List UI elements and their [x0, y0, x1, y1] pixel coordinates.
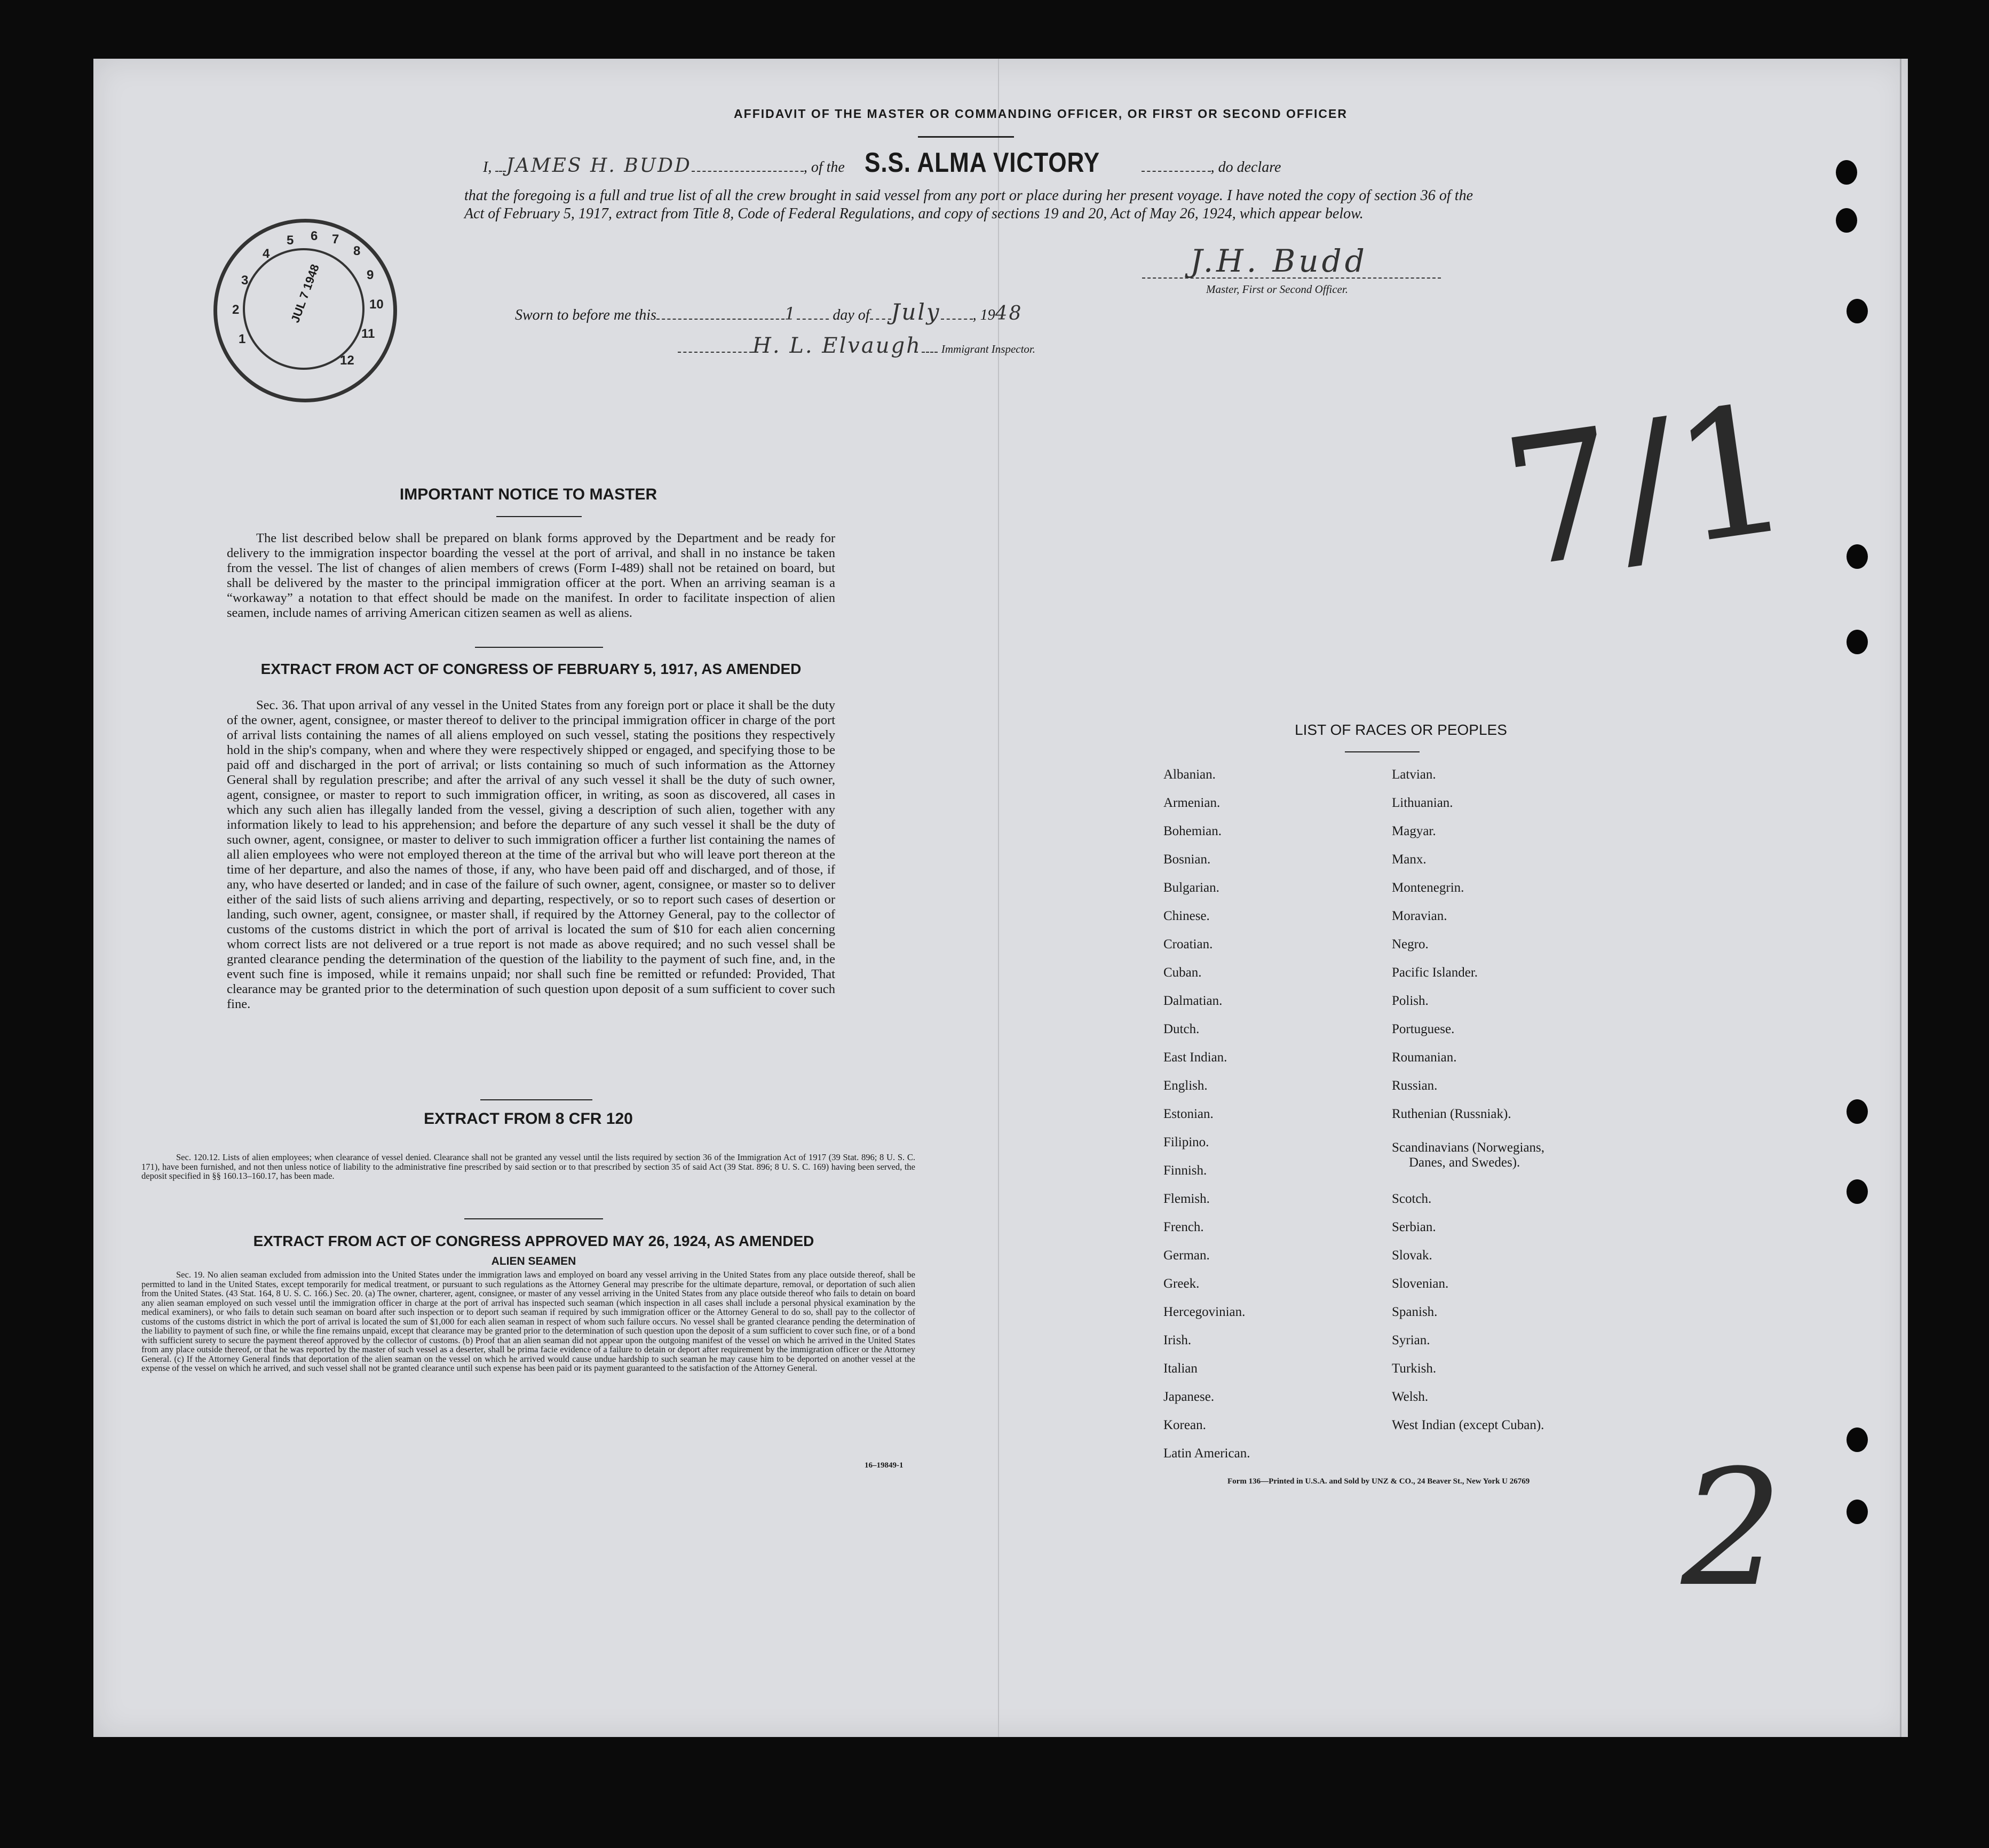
handwritten-date-note: 7/1 [1492, 365, 1802, 608]
sworn-day: 1 [784, 304, 797, 324]
race-item: Greek. [1163, 1276, 1200, 1291]
race-item: Serbian. [1392, 1220, 1436, 1234]
race-item: Lithuanian. [1392, 796, 1453, 810]
punch-hole [1847, 544, 1868, 569]
race-item: Russian. [1392, 1078, 1438, 1093]
race-item: Latin American. [1163, 1446, 1250, 1461]
sworn-month: July [891, 299, 941, 325]
form-code: 16–19849-1 [865, 1461, 904, 1470]
title-rule [918, 136, 1014, 138]
race-item: West Indian (except Cuban). [1392, 1418, 1544, 1432]
race-item: Spanish. [1392, 1305, 1438, 1319]
inspector-line [678, 334, 1035, 358]
punch-hole [1847, 1500, 1868, 1524]
master-name: JAMES H. BUDD [506, 155, 692, 177]
extract-1924-title: EXTRACT FROM ACT OF CONGRESS APPROVED MAY 26, 1924, AS AMENDED [253, 1233, 814, 1249]
extract-1924-subtitle: ALIEN SEAMEN [491, 1255, 576, 1267]
race-item: Bohemian. [1163, 824, 1222, 838]
punch-hole [1836, 160, 1857, 185]
inspector-caption: Immigrant Inspector. [941, 343, 1036, 355]
race-item: Italian [1163, 1361, 1198, 1376]
vessel-name: S.S. ALMA VICTORY [864, 147, 1100, 178]
race-item: Japanese. [1163, 1390, 1215, 1404]
affidavit-title: AFFIDAVIT OF THE MASTER OR COMMANDING OFFICER, OR FIRST OR SECOND OFFICER [734, 107, 1348, 121]
extract-1917-title: EXTRACT FROM ACT OF CONGRESS OF FEBRUARY 5, 1917, AS AMENDED [260, 661, 802, 677]
declarant-line [483, 147, 1281, 179]
race-item: Hercegovinian. [1163, 1305, 1246, 1319]
race-item: Welsh. [1392, 1390, 1429, 1404]
race-item: Estonian. [1163, 1107, 1214, 1121]
race-item: Dutch. [1163, 1022, 1200, 1036]
do-declare-label: , do declare [1210, 159, 1281, 176]
race-item: Portuguese. [1392, 1022, 1455, 1036]
race-item: Magyar. [1392, 824, 1436, 838]
race-item: Bulgarian. [1163, 881, 1219, 895]
race-item: Manx. [1392, 852, 1427, 867]
race-item: Croatian. [1163, 937, 1213, 951]
i-label: I, [483, 159, 492, 176]
race-item: Turkish. [1392, 1361, 1437, 1376]
extract-cfr-body: Sec. 120.12. Lists of alien employees; when clearance of vessel denied. Clearance shall not be granted any vessel until the lists required by section 36 of the Immigration Act of 1917 (39 Stat. 896; 8 U. S. C. 171), have been furnished, and not then unless notice of liability to the administrative fine prescribed by said section or to that prescribed by section 35 of said Act (39 Stat. 896; 8 U. S. C. 169) having been served, the deposit specified in §§ 160.13–160.17, has been made. [141, 1152, 915, 1181]
race-item: Slovak. [1392, 1248, 1432, 1263]
race-item: Montenegrin. [1392, 881, 1464, 895]
punch-hole [1847, 630, 1868, 654]
race-item: German. [1163, 1248, 1210, 1263]
handwritten-page-number: 2 [1681, 1435, 1783, 1622]
races-title: LIST OF RACES OR PEOPLES [1295, 721, 1507, 738]
signature-caption: Master, First or Second Officer. [1206, 283, 1348, 296]
sworn-line: Sworn to before me this 1 day of July , 1948 [515, 299, 1023, 325]
race-item: Armenian. [1163, 796, 1221, 810]
punch-hole [1847, 1099, 1868, 1124]
extract-1924-body: Sec. 19. No alien seaman excluded from admission into the United States under the immigration laws and employed on board any vessel arriving in the United States from any place outside thereof, shall be permitted to land in the United States, except temporarily for medical treatment, or pursuant to such regulations as the Attorney General may prescribe for the ultimate departure, removal, or deportation of such alien from the United States. (43 Stat. 164, 8 U. S. C. 166.) Sec. 20. (a) The owner, charterer, agent, consignee, or master of any vessel arriving in the United States from any place outside thereof who fails to detain on board any alien seaman employed on such vessel until the immigration officer in charge at the port of arrival has inspected such seaman (which inspection in all cases shall include a personal physical examination by the medical examiners), or who fails to detain such seaman on board after such inspection or to deport such seaman if required by such immigration officer or the Attorney General to do so, shall pay to the collector of customs of the customs district in which the port of arrival is located the sum of $1,000 for each alien seaman in respect of whom such failure occurs. No vessel shall be granted clearance pending the determination of the liability to payment of such fine, or while the fine remains unpaid, except that clearance may be granted prior to the determination of such question upon the deposit of a sum sufficient to cover such fine, or of a bond with sufficient surety to secure the payment thereof approved by the collector of customs. (b) Proof that an alien seaman did not appear upon the outgoing manifest of the vessel on which he arrived in the United States from any place outside thereof, or that he was reported by the master of such vessel as a deserter, shall be prima facie evidence of a failure to detain or deport after requirement by the immigration officer or the Attorney General. (c) If the Attorney General finds that deportation of the alien seaman on the vessel on which he arrived would cause undue hardship to such seaman he may cause him to be deported on another vessel at the expense of the vessel on which he arrived, and such vessel shall not be granted clearance until such expense has been paid or its payment guaranteed to the satisfaction of the Attorney General. [141, 1270, 915, 1373]
race-item: French. [1163, 1220, 1204, 1234]
race-item: Filipino. [1163, 1135, 1209, 1149]
punch-hole [1847, 1427, 1868, 1452]
race-item: Roumanian. [1392, 1050, 1457, 1065]
race-item: Cuban. [1163, 965, 1202, 980]
race-item: Finnish. [1163, 1163, 1207, 1178]
master-signature: J.H. Budd [1190, 243, 1368, 279]
race-item: Latvian. [1392, 767, 1436, 782]
sworn-year: 48 [995, 303, 1023, 324]
punch-hole [1836, 208, 1857, 233]
stamp-date: JUL 7 1948 [288, 262, 322, 324]
notice-title: IMPORTANT NOTICE TO MASTER [399, 486, 657, 503]
race-item: Pacific Islander. [1392, 965, 1478, 980]
inspector-signature: H. L. Elvaugh [752, 334, 922, 358]
race-item: Syrian. [1392, 1333, 1430, 1347]
race-item: Danes, and Swedes). [1409, 1155, 1520, 1170]
race-item: English. [1163, 1078, 1208, 1093]
race-item: Bosnian. [1163, 852, 1211, 867]
extract-cfr-title: EXTRACT FROM 8 CFR 120 [424, 1110, 633, 1128]
printer-footer: Form 136—Printed in U.S.A. and Sold by UNZ & CO., 24 Beaver St., New York U 26769 [1227, 1477, 1530, 1486]
of-the-label: , of the [803, 159, 845, 176]
race-item: Dalmatian. [1163, 994, 1223, 1008]
notice-body: The list described below shall be prepared on blank forms approved by the Department and be ready for delivery to the immigration inspector boarding the vessel at the port of arrival, and shall in no instance be taken from the vessel. The list of changes of alien members of crews (Form I-489) shall not be retained on board, but shall be delivered by the master to the principal immigration officer at the port. When an arriving seaman is a “workaway” a notation to that effect should be made on the manifest. In order to facilitate inspection of alien seamen, include names of arriving American citizen seamen as well as aliens. [227, 531, 835, 620]
punch-hole [1847, 299, 1868, 323]
date-stamp: 5 6 7 8 9 10 11 12 4 3 2 1 JUL 7 1948 [213, 219, 397, 402]
race-item: Albanian. [1163, 767, 1216, 782]
race-item: Scotch. [1392, 1192, 1432, 1206]
punch-hole [1847, 1179, 1868, 1204]
race-item: Chinese. [1163, 909, 1210, 923]
race-item: Scandinavians (Norwegians, [1392, 1140, 1545, 1155]
declaration-paragraph: that the foregoing is a full and true list of all the crew brought in said vessel from any port or place during her present voyage. I have noted the copy of section 36 of the Act of February 5, 1917, extract from Title 8, Code of Federal Regulations, and copy of sections 19 and 20, Act of May 26, 1924, which appear below. [464, 187, 1473, 222]
race-item: Polish. [1392, 994, 1429, 1008]
page-edge [1900, 59, 1901, 1737]
race-item: Slovenian. [1392, 1276, 1449, 1291]
race-item: Flemish. [1163, 1192, 1210, 1206]
race-item: Ruthenian (Russniak). [1392, 1107, 1511, 1121]
race-item: Korean. [1163, 1418, 1206, 1432]
race-item: Irish. [1163, 1333, 1192, 1347]
race-item: Negro. [1392, 937, 1429, 951]
race-item: Moravian. [1392, 909, 1447, 923]
extract-1917-body: Sec. 36. That upon arrival of any vessel in the United States from any foreign port or place it shall be the duty of the owner, agent, consignee, or master thereof to deliver to the principal immigration officer in charge of the port of arrival lists containing the names of all aliens employed on such vessel, stating the positions they respectively hold in the ship's company, when and where they were respectively shipped or engaged, and specifying those to be paid off and discharged in the port of arrival; or lists containing so much of such information as the Attorney General shall by regulation prescribe; and after the arrival of any such vessel it shall be the duty of such owner, agent, consignee, or master to report to such immigration officer, in writing, as soon as discovered, all cases in which any such alien has illegally landed from the vessel, giving a description of such alien, together with any information likely to lead to his apprehension; and before the departure of any such vessel it shall be the duty of such owner, agent, consignee, or master to deliver to such immigration officer a further list containing the names of all alien employees who were not employed thereon at the time of the arrival but who will leave port thereon at the time of her departure, and also the names of those, if any, who have been paid off and discharged, and of those, if any, who have deserted or landed; and in case of the failure of such owner, agent, consignee, or master so to deliver either of the said lists of such aliens arriving and departing, respectively, or so to report such cases of desertion or landing, such owner, agent, consignee, or master shall, if required by the Attorney General, pay to the collector of customs of the customs district in which the port of arrival is located the sum of $10 for each alien concerning whom correct lists are not delivered or a true report is not made as above required; and no such vessel shall be granted clearance pending the determination of the question of the liability to the payment of such fine, and, in the event such fine is imposed, while it remains unpaid; nor shall such fine be remitted or refunded: Provided, That clearance may be granted prior to the determination of such question upon deposit of a sum sufficient to cover such fine. [227, 698, 835, 1011]
race-item: East Indian. [1163, 1050, 1227, 1065]
